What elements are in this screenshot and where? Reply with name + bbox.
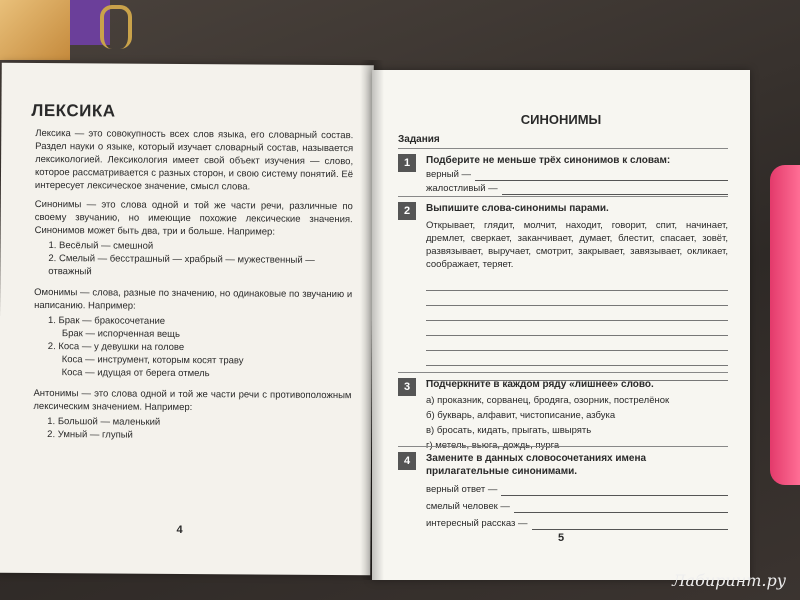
- homonym-example: 2. Коса — у девушки на голове: [47, 341, 185, 353]
- task-2: [398, 202, 728, 381]
- paper-clip: [100, 5, 132, 49]
- answer-line[interactable]: [426, 277, 728, 291]
- divider: [398, 196, 728, 197]
- pink-marker: [770, 165, 800, 485]
- divider: [398, 148, 728, 149]
- answer-line[interactable]: [426, 352, 728, 366]
- word-row: в) бросать, кидать, прыгать, швырять: [426, 425, 592, 436]
- tasks-label: Задания: [398, 134, 440, 145]
- task-number: 4: [398, 452, 416, 470]
- antonyms-paragraph: Антонимы — это слова одной и той же части речи с противоположным лексическим значением. Например:: [33, 387, 352, 414]
- task-title: Подберите не меньше трёх синонимов к словам:: [426, 155, 671, 166]
- page-number: 4: [176, 523, 183, 536]
- word-row: а) проказник, сорванец, бродяга, озорник, пострелёнок: [426, 395, 670, 406]
- homonym-example: Коса — инструмент, которым косят траву: [61, 354, 244, 367]
- homonym-example: Брак — испорченная вещь: [61, 328, 181, 340]
- word-label: верный —: [426, 169, 472, 180]
- left-page: [0, 63, 374, 576]
- book-corner-decor: [0, 0, 70, 60]
- book-gutter: [360, 60, 384, 580]
- answer-line[interactable]: [475, 170, 728, 181]
- task-number: 2: [398, 202, 416, 220]
- answer-line[interactable]: [426, 307, 728, 321]
- answer-line[interactable]: [502, 184, 728, 195]
- task-number: 3: [398, 378, 416, 396]
- phrase-label: интересный рассказ —: [426, 518, 528, 529]
- task-3: [398, 378, 728, 454]
- homonyms-paragraph: Омонимы — слова, разные по значению, но одинаковые по звучанию и написанию. Например:: [34, 286, 353, 312]
- phrase-label: верный ответ —: [426, 484, 498, 495]
- antonym-example: 2. Умный — глупый: [47, 429, 133, 441]
- answer-line[interactable]: [426, 322, 728, 336]
- divider: [398, 372, 728, 373]
- synonyms-paragraph: Синонимы — это слова одной и той же части речи, различные по своему звучанию, но имеющие похожие лексические значения. Синонимов может быть два, три и больше. Например:: [34, 198, 353, 238]
- task-4: [398, 452, 728, 530]
- word-row: б) букварь, алфавит, чистописание, азбука: [426, 410, 616, 421]
- divider: [398, 446, 728, 447]
- watermark-logo: Лабиринт.ру: [672, 571, 786, 590]
- task-1: [398, 154, 728, 195]
- task-title: Замените в данных словосочетаниях имена прилагательные синонимами.: [426, 453, 647, 477]
- answer-line[interactable]: [532, 519, 728, 530]
- task-title: Подчеркните в каждом ряду «лишнее» слово.: [426, 379, 654, 390]
- page-number: 5: [558, 532, 565, 544]
- answer-line[interactable]: [426, 292, 728, 306]
- left-page-text: [33, 127, 353, 443]
- synonym-example: 2. Смелый — бесстрашный — храбрый — мужественный — отважный: [48, 253, 315, 278]
- answer-line[interactable]: [426, 337, 728, 351]
- antonym-example: 1. Большой — маленький: [47, 416, 161, 428]
- answer-line[interactable]: [514, 502, 728, 513]
- page-title: СИНОНИМЫ: [520, 112, 602, 127]
- word-label: жалостливый —: [426, 183, 498, 194]
- task-number: 1: [398, 154, 416, 172]
- answer-line[interactable]: [501, 485, 728, 496]
- lexis-paragraph: Лексика — это совокупность всех слов языка, его словарный состав. Раздел науки о языке, который изучает словарный состав, называется лексикологией. Лексикология имеет свой объект изучения — слово, которое рассматривается с разных сторон, и свою систему понятий. Её интересует лексическое значение, смысл слова.: [34, 127, 354, 193]
- homonym-example: Коса — идущая от берега отмель: [61, 367, 210, 380]
- task-text: Открывает, глядит, молчит, находит, говорит, спит, начинает, дремлет, сверкает, заканчивает, думает, блестит, спасает, зовёт, развязывает, выручает, смотрит, закрывает, завязывает, окликает, соображает, теряет.: [426, 220, 728, 270]
- right-page: [372, 70, 750, 580]
- homonym-example: 1. Брак — бракосочетание: [47, 315, 166, 327]
- word-row: г) метель, вьюга, дождь, пурга: [426, 440, 560, 451]
- phrase-label: смелый человек —: [426, 501, 510, 512]
- page-heading: ЛЕКСИКА: [31, 100, 116, 121]
- task-title: Выпишите слова-синонимы парами.: [426, 203, 609, 214]
- synonym-example: 1. Весёлый — смешной: [48, 240, 154, 252]
